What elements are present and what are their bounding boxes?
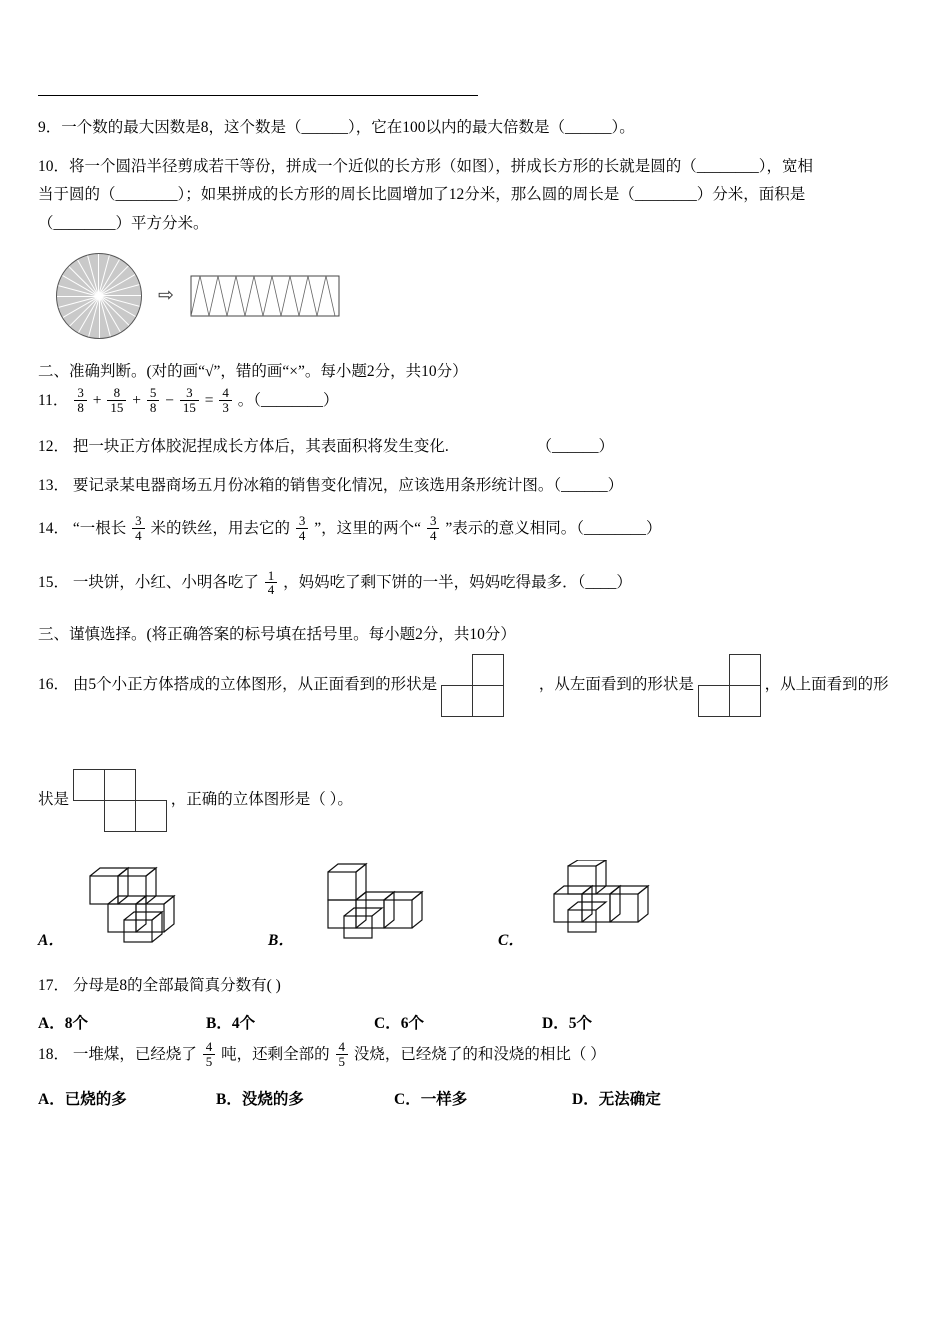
fraction-5-8: $\frac{5}{8}$ xyxy=(147,386,160,414)
solid-figure-c-icon xyxy=(530,860,680,950)
q18-option-c[interactable]: C．一样多 xyxy=(394,1091,468,1109)
q17-option-d[interactable]: D．5个 xyxy=(542,1014,592,1032)
q17-option-a[interactable]: A．8个 xyxy=(38,1014,88,1032)
operator-plus-1: + xyxy=(92,391,102,409)
choice-b[interactable] xyxy=(268,860,498,950)
fraction-3-4-b: $\frac{3}{4}$ xyxy=(296,514,309,542)
question-9 xyxy=(38,114,914,143)
section-2-title: 二、准确判断。(对的画“√”，错的画“×”。每小题2分，共10分） xyxy=(38,362,468,380)
front-view-net-icon xyxy=(441,654,535,717)
operator-equals: = xyxy=(204,391,214,409)
question-13-text: 要记录某电器商场五月份冰箱的销售变化情况，应该选用条形统计图。（______） xyxy=(72,477,624,495)
top-view-net-icon xyxy=(73,769,167,832)
question-10-text1: 将一个圆沿半径剪成若干等份，拼成一个近似的长方形（如图），拼成长方形的长就是圆的（________），宽相 xyxy=(69,157,814,175)
solid-figure-a-icon xyxy=(70,860,220,950)
right-arrow-icon: ⇨ xyxy=(158,285,174,307)
question-14-mid1: 米的铁丝，用去它的 xyxy=(150,519,291,537)
question-16-part1: 由5个小正方体搭成的立体图形，从正面看到的形状是 xyxy=(72,676,438,694)
question-10-line2: 当于圆的（________）；如果拼成的长方形的周长比圆增加了12分米，那么圆的周长是（________）分米，面积是 xyxy=(38,186,806,204)
question-16-cont xyxy=(38,769,914,832)
question-16-part4: 状是 xyxy=(38,791,70,809)
question-12 xyxy=(38,433,914,462)
choice-c[interactable] xyxy=(498,860,728,950)
question-18-num: 18． xyxy=(38,1045,70,1063)
question-13-num: 13． xyxy=(38,477,70,495)
solid-figure-b-icon xyxy=(300,860,450,950)
q18-option-b[interactable]: B．没烧的多 xyxy=(216,1091,304,1109)
question-13 xyxy=(38,472,914,501)
question-10 xyxy=(38,153,914,239)
q17-option-b[interactable]: B．4个 xyxy=(206,1014,256,1032)
question-18-pre: 一堆煤，已经烧了 xyxy=(72,1045,197,1063)
question-16-choices xyxy=(38,860,914,950)
question-9-text: 9．一个数的最大因数是8，这个数是（______），它在100以内的最大倍数是（______）。 xyxy=(38,119,635,136)
operator-plus-2: + xyxy=(132,391,141,409)
question-17-options xyxy=(38,1011,914,1033)
question-10-line1 xyxy=(38,153,914,182)
question-18-mid: 吨，还剩全部的 xyxy=(221,1045,330,1063)
question-16-part2: ，从左面看到的形状是 xyxy=(538,676,694,694)
question-15-pre: 一块饼，小红、小明各吃了 xyxy=(72,574,259,592)
header-rule xyxy=(38,95,478,96)
fraction-1-4: $\frac{1}{4}$ xyxy=(265,569,278,597)
fraction-3-4-c: $\frac{3}{4}$ xyxy=(427,514,440,542)
q18-option-a[interactable]: A．已烧的多 xyxy=(38,1091,127,1109)
question-16-part5: ，正确的立体图形是（ ）。 xyxy=(170,791,353,809)
question-11-blank: 。（________） xyxy=(237,391,339,409)
question-10-num: 10． xyxy=(38,157,70,175)
choice-a-label: A． xyxy=(38,932,64,950)
question-10-line3: （________）平方分米。 xyxy=(38,215,209,233)
question-12-num: 12． xyxy=(38,438,70,456)
left-view-net-icon xyxy=(698,654,761,717)
circle-to-rectangle-figure xyxy=(56,253,914,339)
q18-option-d[interactable]: D．无法确定 xyxy=(572,1091,661,1109)
q17-option-c[interactable]: C．6个 xyxy=(374,1014,424,1032)
question-11 xyxy=(38,384,914,416)
question-15-tail: ，妈妈吃了剩下饼的一半，妈妈吃得最多．（____） xyxy=(283,574,632,592)
question-12-text: 把一块正方体胶泥捏成长方体后，其表面积将发生变化. xyxy=(72,438,449,456)
question-15-num: 15． xyxy=(38,574,70,592)
fraction-4-5-a: $\frac{4}{5}$ xyxy=(203,1040,216,1068)
question-16 xyxy=(38,654,914,717)
question-17-num: 17． xyxy=(38,977,70,995)
question-11-num: 11． xyxy=(38,391,69,409)
fraction-3-8: $\frac{3}{8}$ xyxy=(74,386,87,414)
question-14-pre: “一根长 xyxy=(72,519,127,537)
question-14-tail: ”表示的意义相同。（________） xyxy=(445,519,662,537)
section-3-title: 三、谨慎选择。(将正确答案的标号填在括号里。每小题2分，共10分） xyxy=(38,626,516,644)
choice-b-label: B． xyxy=(268,932,294,950)
fraction-3-4-a: $\frac{3}{4}$ xyxy=(132,514,145,542)
question-16-num: 16． xyxy=(38,676,70,694)
page-content xyxy=(38,95,914,1113)
question-14 xyxy=(38,515,914,544)
choice-c-label: C． xyxy=(498,932,524,950)
question-16-part3: ，从上面看到的形 xyxy=(764,676,889,694)
question-14-mid2: ”，这里的两个“ xyxy=(314,519,422,537)
question-17-text: 分母是8的全部最简真分数有( ) xyxy=(72,977,281,995)
question-18-tail: 没烧，已经烧了的和没烧的相比（ ） xyxy=(353,1045,606,1063)
zigzag-rectangle-icon xyxy=(190,275,340,317)
sector-circle-icon xyxy=(56,253,142,339)
fraction-3-15: $\frac{3}{15}$ xyxy=(180,386,199,414)
fraction-4-5-b: $\frac{4}{5}$ xyxy=(336,1040,349,1068)
question-15 xyxy=(38,569,914,598)
fraction-4-3: $\frac{4}{3}$ xyxy=(219,386,232,414)
question-12-blank: （______） xyxy=(536,438,615,456)
question-14-num: 14． xyxy=(38,519,70,537)
choice-a[interactable] xyxy=(38,860,268,950)
question-17 xyxy=(38,972,914,1001)
question-18-options xyxy=(38,1087,914,1109)
question-18 xyxy=(38,1041,914,1070)
fraction-8-15: $\frac{8}{15}$ xyxy=(107,386,126,414)
operator-minus: − xyxy=(165,391,174,409)
